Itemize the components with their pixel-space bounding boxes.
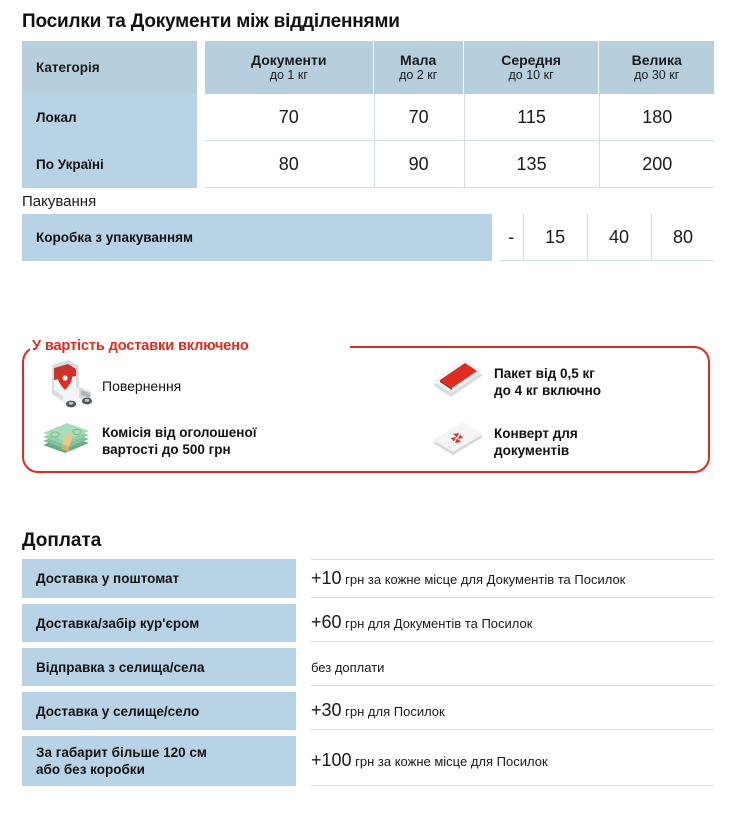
cell-local-small: 70	[374, 94, 463, 141]
surcharge-amount-postomat: +10	[311, 568, 342, 588]
table-row	[22, 94, 714, 141]
surcharge-rest-village-send: без доплати	[311, 660, 385, 675]
packaging-table	[22, 214, 714, 261]
feature-commission-label	[102, 424, 257, 458]
cell-local-documents: 70	[205, 94, 373, 141]
header-col-large-limit: до 30 кг	[634, 68, 680, 82]
table-row	[22, 648, 714, 686]
spacer	[197, 94, 205, 141]
header-col-documents	[205, 41, 373, 94]
cell-local-medium: 115	[464, 94, 599, 141]
row-label-box: Коробка з упакуванням	[22, 214, 492, 261]
spacer	[296, 559, 311, 598]
included-title: У вартість доставки включено	[32, 338, 249, 354]
feature-envelope-line2: документів	[494, 443, 570, 458]
envelope-icon	[422, 419, 494, 465]
feature-package-line2: до 4 кг включно	[494, 383, 602, 398]
feature-package-line1: Пакет від 0,5 кг	[494, 366, 595, 381]
surcharge-key-postomat: Доставка у поштомат	[22, 559, 296, 598]
feature-package-label	[494, 365, 601, 399]
surcharge-value-postomat	[311, 559, 714, 598]
row-label-ukraine: По Україні	[22, 141, 197, 188]
header-col-medium-limit: до 10 кг	[508, 68, 554, 82]
surcharge-amount-oversize: +100	[311, 750, 352, 770]
feature-envelope-label	[494, 425, 578, 459]
header-col-medium	[464, 41, 599, 94]
header-category: Категорія	[22, 41, 197, 94]
surcharge-rest-oversize: грн за кожне місце для Посилок	[351, 754, 548, 769]
cell-box-documents: -	[500, 214, 522, 261]
section1-title: Посилки та Документи між відділеннями	[22, 11, 400, 32]
table-row	[22, 692, 714, 730]
cell-ukraine-documents: 80	[205, 141, 373, 188]
surcharge-amount-village-deliver: +30	[311, 700, 342, 720]
money-stack-icon	[30, 419, 102, 463]
surcharge-value-village-send	[311, 648, 714, 686]
surcharge-value-village-deliver	[311, 692, 714, 730]
included-section	[22, 335, 712, 485]
header-col-large-name: Велика	[631, 52, 682, 68]
feature-package	[422, 357, 601, 407]
feature-envelope-line1: Конверт для	[494, 426, 578, 441]
header-col-documents-limit: до 1 кг	[269, 68, 308, 82]
header-col-large	[599, 41, 714, 94]
table-row	[22, 559, 714, 598]
red-package-icon	[422, 357, 494, 407]
table-row	[22, 141, 714, 188]
cell-ukraine-small: 90	[374, 141, 463, 188]
spacer	[197, 141, 205, 188]
header-col-documents-name: Документи	[251, 52, 327, 68]
cell-box-medium: 40	[587, 214, 650, 261]
table-header-row	[22, 41, 714, 94]
header-col-small-name: Мала	[400, 52, 437, 68]
cell-ukraine-medium: 135	[464, 141, 599, 188]
cell-ukraine-large: 200	[599, 141, 714, 188]
surcharge-key-oversize-line2: або без коробки	[36, 762, 145, 777]
feature-envelope	[422, 419, 578, 465]
surcharge-amount-courier: +60	[311, 612, 342, 632]
spacer	[197, 41, 205, 94]
spacer	[296, 648, 311, 686]
header-col-small-limit: до 2 кг	[399, 68, 438, 82]
surcharge-key-courier: Доставка/забір кур'єром	[22, 604, 296, 642]
surcharge-value-oversize	[311, 736, 714, 786]
surcharge-rest-postomat: грн за кожне місце для Документів та Посилок	[341, 572, 626, 587]
surcharge-rest-courier: грн для Документів та Посилок	[341, 616, 533, 631]
surcharge-key-village-deliver: Доставка у селище/село	[22, 692, 296, 730]
table-row	[22, 214, 714, 261]
surcharge-key-oversize-line1: За габарит більше 120 см	[36, 745, 207, 760]
feature-commission-line2: вартості до 500 грн	[102, 442, 231, 457]
feature-commission-line1: Комісія від оголошеної	[102, 425, 257, 440]
feature-return	[30, 357, 181, 415]
surcharge-key-village-send: Відправка з селища/села	[22, 648, 296, 686]
section3-title: Доплата	[22, 530, 102, 551]
row-label-local: Локал	[22, 94, 197, 141]
surcharge-rest-village-deliver: грн для Посилок	[341, 704, 445, 719]
spacer	[296, 692, 311, 730]
phone-pin-truck-icon	[30, 357, 102, 415]
tariff-table	[22, 41, 714, 188]
spacer	[492, 214, 500, 261]
surcharge-table	[22, 559, 714, 786]
spacer	[296, 736, 311, 786]
surcharge-section	[0, 520, 748, 786]
surcharge-value-courier	[311, 604, 714, 642]
table-row	[22, 736, 714, 786]
surcharge-key-oversize	[22, 736, 296, 786]
packaging-label: Пакування	[22, 193, 97, 210]
tariff-section	[0, 0, 748, 261]
feature-commission	[30, 419, 257, 463]
header-col-small	[374, 41, 463, 94]
cell-local-large: 180	[599, 94, 714, 141]
cell-box-small: 15	[523, 214, 586, 261]
header-col-medium-name: Середня	[501, 52, 561, 68]
spacer	[296, 604, 311, 642]
cell-box-large: 80	[651, 214, 714, 261]
feature-return-label: Повернення	[102, 377, 182, 394]
table-row	[22, 604, 714, 642]
